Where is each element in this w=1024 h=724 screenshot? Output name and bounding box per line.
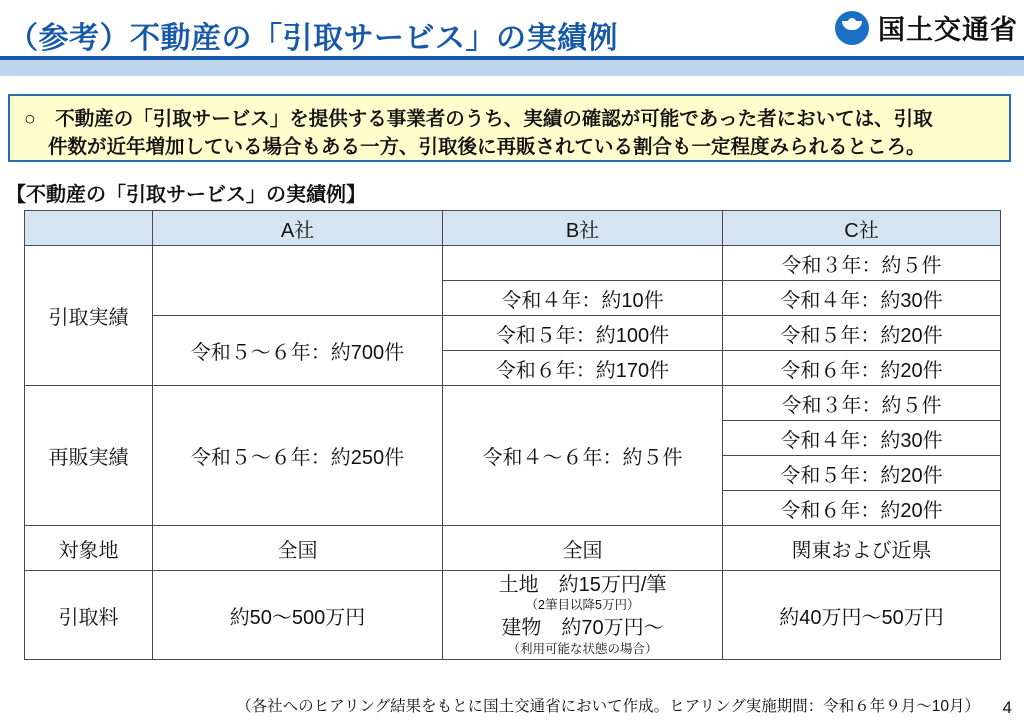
ministry-branding bbox=[835, 8, 1018, 47]
cell-b-hikitoriryo bbox=[443, 571, 723, 660]
cell-a-hikitoriryo: 約50〜500万円 bbox=[153, 571, 443, 660]
summary-line-1: ○ 不動産の「引取サービス」を提供する事業者のうち、実績の確認が可能であった者においては、引取 bbox=[24, 108, 933, 130]
cell-c-hikitoriryo: 約40万円～50万円 bbox=[723, 571, 1001, 660]
cell-c-saihan-3: 令和５年：約20件 bbox=[723, 456, 1001, 491]
cell-c-hikitori-2: 令和４年：約30件 bbox=[723, 281, 1001, 316]
page-title: （参考）不動産の「引取サービス」の実績例 bbox=[8, 22, 618, 55]
row-label-hikitori: 引取実績 bbox=[25, 246, 153, 386]
cell-c-saihan-2: 令和４年：約30件 bbox=[723, 421, 1001, 456]
table-row bbox=[25, 386, 1001, 421]
slide-header bbox=[0, 0, 1024, 62]
table-row bbox=[25, 316, 1001, 351]
fee-land-main: 土地 約15万円/筆 bbox=[498, 573, 667, 596]
cell-c-hikitori-3: 令和５年：約20件 bbox=[723, 316, 1001, 351]
cell-c-taishochi: 関東および近県 bbox=[723, 526, 1001, 571]
ministry-emblem-icon bbox=[835, 11, 869, 45]
header-company-c: C社 bbox=[723, 211, 1001, 246]
row-label-saihan: 再販実績 bbox=[25, 386, 153, 526]
cell-a-saihan: 令和５～６年：約250件 bbox=[153, 386, 443, 526]
fee-building-sub: （利用可能な状態の場合） bbox=[507, 641, 658, 656]
section-heading: 【不動産の「引取サービス」の実績例】 bbox=[6, 184, 366, 206]
cell-a-hikitori-blank bbox=[153, 246, 443, 316]
row-label-taishochi: 対象地 bbox=[25, 526, 153, 571]
cell-a-taishochi: 全国 bbox=[153, 526, 443, 571]
results-table bbox=[24, 210, 1001, 660]
cell-c-hikitori-1: 令和３年：約５件 bbox=[723, 246, 1001, 281]
footnote: （各社へのヒアリング結果をもとに国土交通省において作成。ヒアリング実施期間：令和６年９月～10月） bbox=[236, 698, 980, 715]
fee-land-sub: （2筆目以降5万円） bbox=[525, 598, 640, 613]
cell-b-hikitori-1 bbox=[443, 246, 723, 281]
cell-c-saihan-1: 令和３年：約５件 bbox=[723, 386, 1001, 421]
header-company-a: A社 bbox=[153, 211, 443, 246]
cell-b-hikitori-2: 令和４年：約10件 bbox=[443, 281, 723, 316]
cell-b-hikitori-4: 令和６年：約170件 bbox=[443, 351, 723, 386]
summary-line-2: 件数が近年増加している場合もある一方、引取後に再販されている割合も一定程度みられるところ。 bbox=[48, 136, 926, 159]
table-row bbox=[25, 571, 1001, 660]
table-header-row bbox=[25, 211, 1001, 246]
header-corner bbox=[25, 211, 153, 246]
cell-c-saihan-4: 令和６年：約20件 bbox=[723, 491, 1001, 526]
cell-c-hikitori-4: 令和６年：約20件 bbox=[723, 351, 1001, 386]
cell-b-hikitori-3: 令和５年：約100件 bbox=[443, 316, 723, 351]
header-company-b: B社 bbox=[443, 211, 723, 246]
summary-callout bbox=[8, 94, 1011, 162]
table-row bbox=[25, 246, 1001, 281]
table-row bbox=[25, 526, 1001, 571]
summary-callout-text bbox=[24, 105, 999, 162]
cell-b-taishochi: 全国 bbox=[443, 526, 723, 571]
page-number: 4 bbox=[1002, 698, 1012, 717]
header-band bbox=[0, 60, 1024, 76]
results-table-wrapper bbox=[24, 210, 1000, 660]
row-label-hikitoriryo: 引取料 bbox=[25, 571, 153, 660]
fee-building-main: 建物 約70万円～ bbox=[501, 617, 664, 639]
cell-b-saihan: 令和４～６年：約５件 bbox=[443, 386, 723, 526]
cell-a-hikitori-total: 令和５～６年：約700件 bbox=[153, 316, 443, 386]
ministry-name: 国土交通省 bbox=[878, 15, 1018, 45]
